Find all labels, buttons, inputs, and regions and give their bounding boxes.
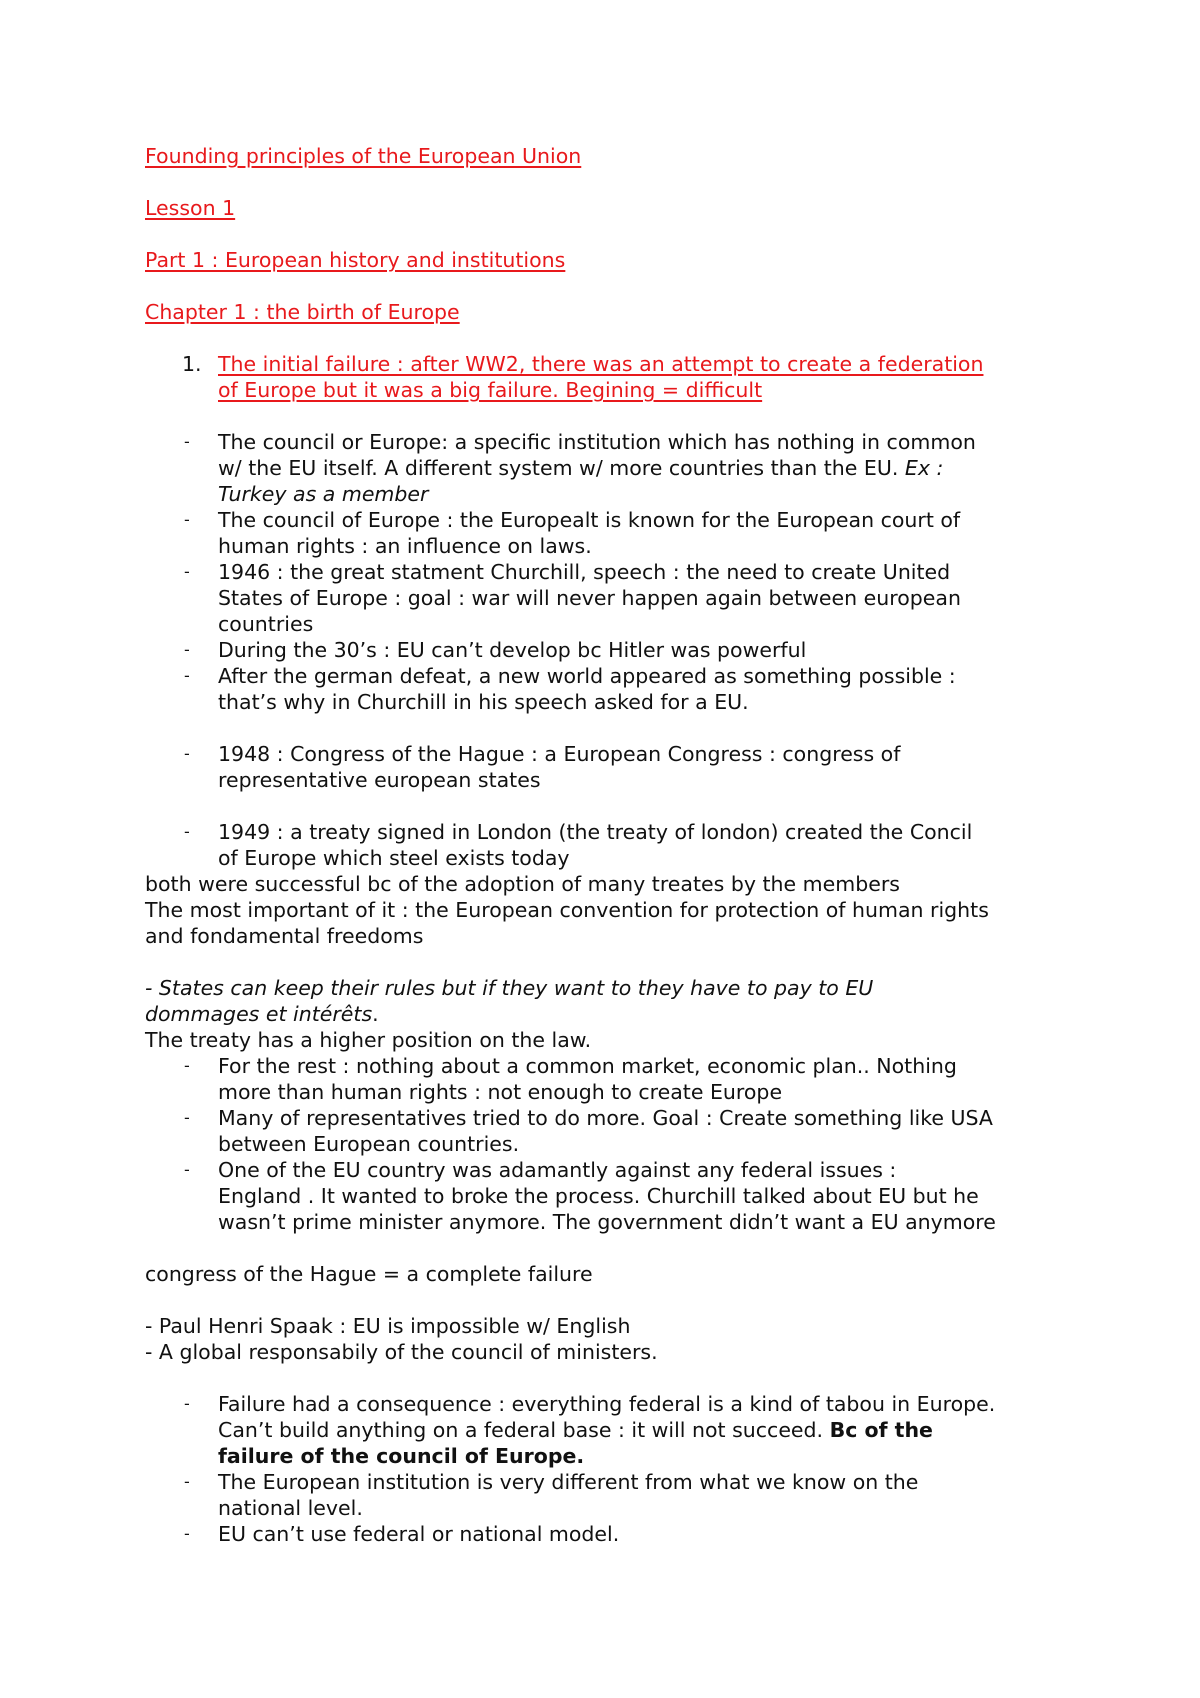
bullet-marker: -: [184, 640, 190, 659]
bullet-3-line-1: 1946 : the great statment Churchill, speech : the need to create United: [218, 560, 951, 584]
bullet-2-line-2: human rights : an influence on laws.: [218, 534, 592, 558]
bullet-marker: -: [184, 1524, 190, 1543]
bullet-10-line-3: wasn’t prime minister anymore. The government didn’t want a EU anymore: [218, 1210, 996, 1234]
bullet-7-line-1: 1949 : a treaty signed in London (the treaty of london) created the Concil: [218, 820, 973, 844]
bullet-marker: -: [184, 666, 190, 685]
bullet-1-line-2: [218, 455, 943, 481]
paragraph-treaty-position: The treaty has a higher position on the law.: [145, 1028, 592, 1052]
bullet-1-line-3: Turkey as a member: [218, 482, 429, 506]
paragraph-both-successful: [145, 871, 900, 897]
bullet-marker: -: [184, 1108, 190, 1127]
bullet-marker: -: [184, 562, 190, 581]
paragraph-states-line-1: - States can keep their rules but if they want to they have to pay to EU: [145, 976, 874, 1000]
bullet-1-line-1: The council or Europe: a specific institution which has nothing in common: [218, 430, 976, 454]
paragraph-states-line-2: [145, 1001, 379, 1027]
paragraph-council-ministers: - A global responsabily of the council of ministers.: [145, 1340, 658, 1364]
paragraph-most-important-line-1: The most important of it : the European convention for protection of human rights: [145, 898, 989, 922]
part-heading: Part 1 : European history and institutions: [145, 248, 566, 272]
lesson-heading: Lesson 1: [145, 196, 236, 220]
bullet-marker: -: [184, 1472, 190, 1491]
bullet-11-line-2-text: Can’t build anything on a federal base : it will not succeed.: [218, 1418, 830, 1442]
bullet-13-line-1: EU can’t use federal or national model.: [218, 1522, 620, 1546]
bullet-marker: -: [184, 432, 190, 451]
bullet-6-line-2: representative european states: [218, 768, 541, 792]
bullet-11-line-3: failure of the council of Europe.: [218, 1444, 585, 1468]
paragraph-hague-failure: [145, 1261, 593, 1287]
bullet-8-line-2: more than human rights : not enough to create Europe: [218, 1080, 783, 1104]
bullet-12-line-2: national level.: [218, 1496, 363, 1520]
bullet-marker: -: [184, 1394, 190, 1413]
document-title: Founding principles of the European Union: [145, 144, 582, 168]
bullet-1-example-label: Ex :: [904, 456, 944, 480]
bullet-3-line-2: States of Europe : goal : war will never happen again between european: [218, 586, 961, 610]
bullet-marker: -: [184, 1056, 190, 1075]
bullet-11-bold-start: Bc of the: [829, 1418, 933, 1442]
numbered-item-1-line-1: The initial failure : after WW2, there was an attempt to create a federation: [218, 352, 984, 376]
bullet-6-line-1: 1948 : Congress of the Hague : a European Congress : congress of: [218, 742, 901, 766]
bullet-7-line-2: of Europe which steel exists today: [218, 846, 570, 870]
bullet-5-line-2: that’s why in Churchill in his speech asked for a EU.: [218, 690, 749, 714]
paragraph-both-successful-text: both were successful bc of the adoption of many treates by the members: [145, 872, 900, 896]
numbered-item-1-line-2: of Europe but it was a big failure. Begining = difficult: [218, 378, 763, 402]
bullet-10-line-1: One of the EU country was adamantly against any federal issues :: [218, 1158, 897, 1182]
bullet-9-line-1: Many of representatives tried to do more. Goal : Create something like USA: [218, 1106, 993, 1130]
period-text: .: [372, 1002, 379, 1026]
paragraph-spaak: - Paul Henri Spaak : EU is impossible w/ English: [145, 1314, 631, 1338]
chapter-heading: Chapter 1 : the birth of Europe: [145, 300, 460, 324]
bullet-5-line-1: After the german defeat, a new world appeared as something possible :: [218, 664, 956, 688]
list-number-1: 1.: [182, 352, 202, 376]
paragraph-hague-failure-text: congress of the Hague = a complete failure: [145, 1262, 593, 1286]
bullet-marker: -: [184, 1160, 190, 1179]
bullet-marker: -: [184, 510, 190, 529]
bullet-3-line-3: countries: [218, 612, 314, 636]
bullet-marker: -: [184, 822, 190, 841]
bullet-4-line-1: During the 30’s : EU can’t develop bc Hitler was powerful: [218, 638, 807, 662]
bullet-marker: -: [184, 744, 190, 763]
bullet-9-line-2: between European countries.: [218, 1132, 520, 1156]
bullet-11-line-2: [218, 1417, 933, 1443]
bullet-11-line-1: Failure had a consequence : everything federal is a kind of tabou in Europe.: [218, 1392, 996, 1416]
bullet-8-line-1: For the rest : nothing about a common market, economic plan.. Nothing: [218, 1054, 957, 1078]
bullet-1-line-2-text: w/ the EU itself. A different system w/ more countries than the EU.: [218, 456, 905, 480]
bullet-12-line-1: The European institution is very different from what we know on the: [218, 1470, 919, 1494]
paragraph-most-important-line-2: and fondamental freedoms: [145, 924, 424, 948]
bullet-2-line-1: The council of Europe : the Europealt is known for the European court of: [218, 508, 961, 532]
dommages-text: dommages et intérêts: [145, 1002, 373, 1026]
bullet-10-line-2: England . It wanted to broke the process. Churchill talked about EU but he: [218, 1184, 979, 1208]
